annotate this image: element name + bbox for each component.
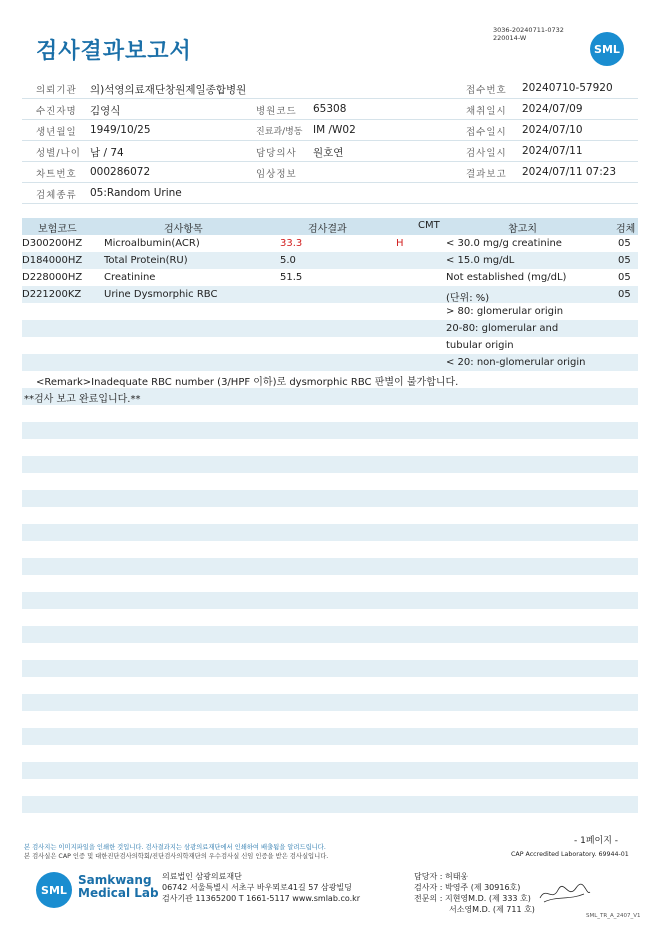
dob-label: 생년월일 <box>36 127 77 138</box>
signature <box>536 880 592 906</box>
hospital-code-label: 병원코드 <box>256 106 297 117</box>
reference-line: < 20: non-glomerular origin <box>446 357 586 368</box>
cell-code: D184000HZ <box>22 255 83 266</box>
header-specimen: 검체 <box>616 224 636 235</box>
cap-accreditation: CAP Accredited Laboratory. 69944-01 <box>511 851 629 858</box>
chart-value: 000286072 <box>90 166 151 178</box>
reported-value: 2024/07/11 07:23 <box>522 166 617 178</box>
staff-info <box>414 871 535 915</box>
reference-line: > 80: glomerular origin <box>446 306 564 317</box>
reference-line: 20-80: glomerular and <box>446 323 559 334</box>
header-cmt: CMT <box>418 220 440 231</box>
patient-label: 수진자명 <box>36 106 77 117</box>
table-stripe <box>22 558 638 575</box>
specimen-label: 검체종류 <box>36 190 77 201</box>
cell-reference: < 30.0 mg/g creatinine <box>446 238 562 249</box>
sml-footer-logo: SML <box>36 872 72 908</box>
collected-value: 2024/07/09 <box>522 103 583 115</box>
info-row <box>22 120 638 141</box>
table-stripe <box>22 728 638 745</box>
header-code: 보험코드 <box>38 224 77 235</box>
report-complete-text: **검사 보고 완료입니다.** <box>24 394 141 405</box>
header-result: 검사결과 <box>308 224 347 235</box>
cell-cmt-flag: H <box>396 238 404 249</box>
staff-line3: 전문의 : 지현영M.D. (제 333 호) <box>414 894 531 903</box>
cell-specimen: 05 <box>618 255 631 266</box>
sml-logo: SML <box>590 32 624 66</box>
page-number: - 1페이지 - <box>574 836 619 846</box>
table-stripe <box>22 626 638 643</box>
header-reference: 참고치 <box>508 224 537 235</box>
staff-line2: 검사자 : 박영주 (제 30916호) <box>414 883 521 892</box>
table-row <box>22 236 638 253</box>
hospital-label: 의뢰기관 <box>36 85 77 96</box>
hospital-value: 의)석영의료재단창원제일종합병원 <box>90 84 247 96</box>
table-row <box>22 287 638 304</box>
receipt-no-value: 20240710-57920 <box>522 82 613 94</box>
cell-code: D221200KZ <box>22 289 82 300</box>
org-line1: 의료법인 삼광의료재단 <box>162 872 242 881</box>
tested-label: 검사일시 <box>466 148 507 159</box>
table-stripe <box>22 456 638 473</box>
table-stripe <box>22 592 638 609</box>
chart-label: 차트번호 <box>36 169 77 180</box>
cell-result: 51.5 <box>280 272 303 283</box>
table-stripe <box>22 796 638 813</box>
cell-code: D228000HZ <box>22 272 83 283</box>
staff-line4: 서소영M.D. (제 711 호) <box>449 905 535 914</box>
accreditation-notice: 본 검사실은 CAP 인증 및 대한진단검사의학회/진단검사의학재단의 우수검사실 신임 인증을 받은 검사실입니다. <box>24 853 329 860</box>
cell-specimen: 05 <box>618 289 631 300</box>
brand-line1: Samkwang <box>78 873 152 887</box>
sex-age-value: 남 / 74 <box>90 147 124 159</box>
page-title: 검사결과보고서 <box>36 39 192 64</box>
table-stripe <box>22 762 638 779</box>
cell-item: Microalbumin(ACR) <box>104 238 200 249</box>
cell-item: Creatinine <box>104 272 156 283</box>
table-stripe <box>22 422 638 439</box>
image-notice: 본 검사지는 이미지파일을 인쇄한 것입니다. 검사결과지는 삼광의료재단에서 인쇄하여 배출됨을 알려드립니다. <box>24 844 326 851</box>
received-value: 2024/07/10 <box>522 124 583 136</box>
org-line2: 06742 서울특별시 서초구 바우뫼로41길 57 삼광빌딩 <box>162 883 352 892</box>
table-stripe <box>22 524 638 541</box>
cell-item: Total Protein(RU) <box>104 255 188 266</box>
receipt-no-label: 접수번호 <box>466 85 507 96</box>
collected-label: 채취일시 <box>466 106 507 117</box>
doctor-label: 담당의사 <box>256 148 297 159</box>
cell-reference: < 15.0 mg/dL <box>446 255 515 266</box>
patient-value: 김영식 <box>90 105 121 117</box>
org-line3: 검사기관 11365200 T 1661-5117 www.smlab.co.kr <box>162 894 361 903</box>
reported-label: 결과보고 <box>466 169 507 180</box>
document-id-line2: 220014-W <box>493 34 527 42</box>
remark-text: <Remark>Inadequate RBC number (3/HPF 이하)로 dysmorphic RBC 판별이 불가합니다. <box>36 377 459 388</box>
dept-value: IM /W02 <box>313 124 356 136</box>
doctor-value: 원호연 <box>313 147 344 159</box>
cell-specimen: 05 <box>618 238 631 249</box>
info-row <box>22 183 638 204</box>
cell-reference: (단위: %) <box>446 293 490 304</box>
brand-name <box>78 874 159 900</box>
cell-specimen: 05 <box>618 272 631 283</box>
table-stripe <box>22 660 638 677</box>
staff-line1: 담당자 : 허태웅 <box>414 872 469 881</box>
table-stripe <box>22 490 638 507</box>
dob-value: 1949/10/25 <box>90 124 151 136</box>
specimen-value: 05:Random Urine <box>90 187 182 199</box>
cell-result-high: 33.3 <box>280 238 303 249</box>
organization-info <box>162 871 360 904</box>
info-row <box>22 141 638 162</box>
results-table-header <box>22 218 638 235</box>
cell-result: 5.0 <box>280 255 296 266</box>
cell-code: D300200HZ <box>22 238 83 249</box>
clinical-label: 임상정보 <box>256 169 297 180</box>
table-row <box>22 270 638 287</box>
form-code: SML_TR_A_2407_V1 <box>586 913 641 919</box>
info-row <box>22 78 638 99</box>
document-id-line1: 3036-20240711-0732 <box>493 26 564 34</box>
received-label: 접수일시 <box>466 127 507 138</box>
document-id <box>493 26 564 42</box>
sex-age-label: 성별/나이 <box>36 148 81 159</box>
table-row <box>22 253 638 270</box>
info-row <box>22 162 638 183</box>
cell-reference: Not established (mg/dL) <box>446 272 567 283</box>
table-stripe <box>22 694 638 711</box>
hospital-code-value: 65308 <box>313 103 347 115</box>
header-item: 검사항목 <box>164 224 203 235</box>
tested-value: 2024/07/11 <box>522 145 583 157</box>
reference-line: tubular origin <box>446 340 514 351</box>
dept-label: 진료과/병동 <box>256 127 303 137</box>
brand-line2: Medical Lab <box>78 886 159 900</box>
cell-item: Urine Dysmorphic RBC <box>104 289 218 300</box>
info-row <box>22 99 638 120</box>
